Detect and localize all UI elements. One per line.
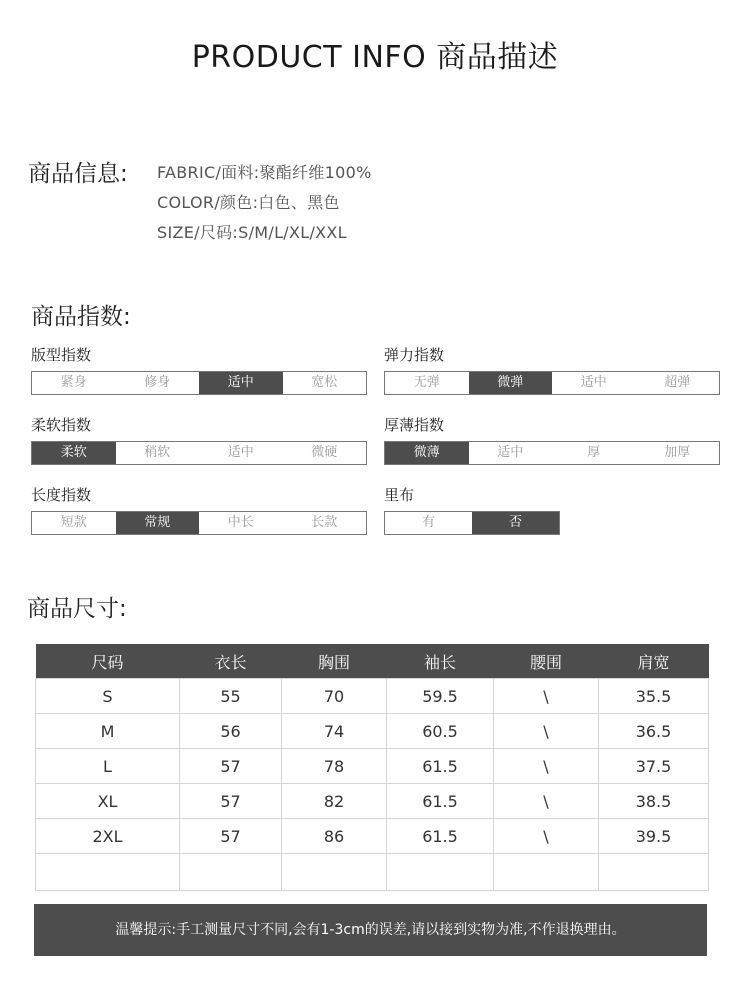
thickness-option: 加厚 [664, 445, 691, 460]
table-cell [36, 854, 180, 891]
table-cell: 61.5 [387, 749, 494, 784]
table-cell: 56 [180, 714, 282, 749]
table-row-empty [36, 854, 709, 891]
table-cell: 2XL [36, 819, 180, 854]
length-option: 长款 [311, 515, 338, 530]
header-waist: 腰围 [494, 644, 599, 679]
table-cell: \ [494, 714, 599, 749]
thickness-index-bar [384, 441, 720, 465]
table-cell: 59.5 [387, 679, 494, 714]
table-cell: 36.5 [599, 714, 709, 749]
table-cell: \ [494, 784, 599, 819]
table-row [36, 679, 709, 714]
softness-option-selected: 柔软 [32, 442, 116, 464]
table-cell: 61.5 [387, 819, 494, 854]
table-cell: 70 [282, 679, 387, 714]
softness-index-bar [31, 441, 367, 465]
table-cell: 60.5 [387, 714, 494, 749]
table-cell: 37.5 [599, 749, 709, 784]
elasticity-option: 超弹 [664, 375, 691, 390]
table-cell: 38.5 [599, 784, 709, 819]
fit-index-label: 版型指数 [31, 346, 92, 364]
elasticity-index-label: 弹力指数 [384, 346, 445, 364]
size-table [35, 644, 709, 891]
table-cell: L [36, 749, 180, 784]
color-line: COLOR/颜色:白色、黑色 [157, 193, 340, 212]
table-row [36, 714, 709, 749]
softness-index [31, 415, 367, 465]
length-option: 中长 [227, 515, 254, 530]
fit-option: 紧身 [60, 375, 87, 390]
table-cell: 61.5 [387, 784, 494, 819]
thickness-option: 适中 [497, 445, 524, 460]
softness-index-label: 柔软指数 [31, 416, 92, 434]
lining-option-selected: 否 [472, 512, 559, 534]
table-cell [180, 854, 282, 891]
length-index-bar [31, 511, 367, 535]
table-cell: 39.5 [599, 819, 709, 854]
length-option: 短款 [60, 515, 87, 530]
size-line: SIZE/尺码:S/M/L/XL/XXL [157, 223, 347, 242]
header-sleeve: 袖长 [387, 644, 494, 679]
fit-option: 修身 [144, 375, 171, 390]
table-cell: XL [36, 784, 180, 819]
table-cell: 35.5 [599, 679, 709, 714]
table-cell [282, 854, 387, 891]
header-size: 尺码 [36, 644, 180, 679]
elasticity-index-bar [384, 371, 720, 395]
softness-option: 适中 [227, 445, 254, 460]
table-row [36, 819, 709, 854]
elasticity-index [384, 345, 720, 395]
table-cell [494, 854, 599, 891]
elasticity-option: 无弹 [413, 375, 440, 390]
table-cell: 78 [282, 749, 387, 784]
product-info-label: 商品信息: [28, 161, 128, 187]
fit-option-selected: 适中 [199, 372, 283, 394]
page-title: PRODUCT INFO 商品描述 [191, 40, 559, 75]
table-cell: 57 [180, 819, 282, 854]
table-cell: \ [494, 819, 599, 854]
fabric-line: FABRIC/面料:聚酯纤维100% [157, 163, 372, 182]
table-row [36, 784, 709, 819]
table-cell: 74 [282, 714, 387, 749]
product-index-label: 商品指数: [31, 304, 131, 330]
lining-index [384, 485, 560, 535]
table-cell: 57 [180, 749, 282, 784]
table-cell: S [36, 679, 180, 714]
lining-index-bar [384, 511, 560, 535]
table-cell: \ [494, 679, 599, 714]
table-cell: M [36, 714, 180, 749]
length-index [31, 485, 367, 535]
thickness-option: 厚 [587, 445, 601, 460]
softness-option: 稍软 [144, 445, 171, 460]
lining-option: 有 [421, 515, 435, 530]
softness-option: 微硬 [311, 445, 338, 460]
fit-index [31, 345, 367, 395]
length-option-selected: 常规 [116, 512, 200, 534]
thickness-index [384, 415, 720, 465]
table-row [36, 749, 709, 784]
elasticity-option-selected: 微弹 [469, 372, 553, 394]
length-index-label: 长度指数 [31, 486, 92, 504]
header-shoulder: 肩宽 [599, 644, 709, 679]
table-cell: 82 [282, 784, 387, 819]
fit-option: 宽松 [311, 375, 338, 390]
table-cell: \ [494, 749, 599, 784]
table-cell: 57 [180, 784, 282, 819]
table-cell: 86 [282, 819, 387, 854]
thickness-option-selected: 微薄 [385, 442, 469, 464]
lining-index-label: 里布 [384, 486, 415, 504]
size-chart-label: 商品尺寸: [27, 596, 127, 622]
fit-index-bar [31, 371, 367, 395]
table-cell [599, 854, 709, 891]
header-bust: 胸围 [282, 644, 387, 679]
elasticity-option: 适中 [580, 375, 607, 390]
table-cell [387, 854, 494, 891]
header-length: 衣长 [180, 644, 282, 679]
measurement-tip: 温馨提示:手工测量尺寸不同,会有1-3cm的误差,请以接到实物为准,不作退换理由。 [34, 904, 707, 956]
table-cell: 55 [180, 679, 282, 714]
table-header-row [36, 644, 709, 679]
thickness-index-label: 厚薄指数 [384, 416, 445, 434]
